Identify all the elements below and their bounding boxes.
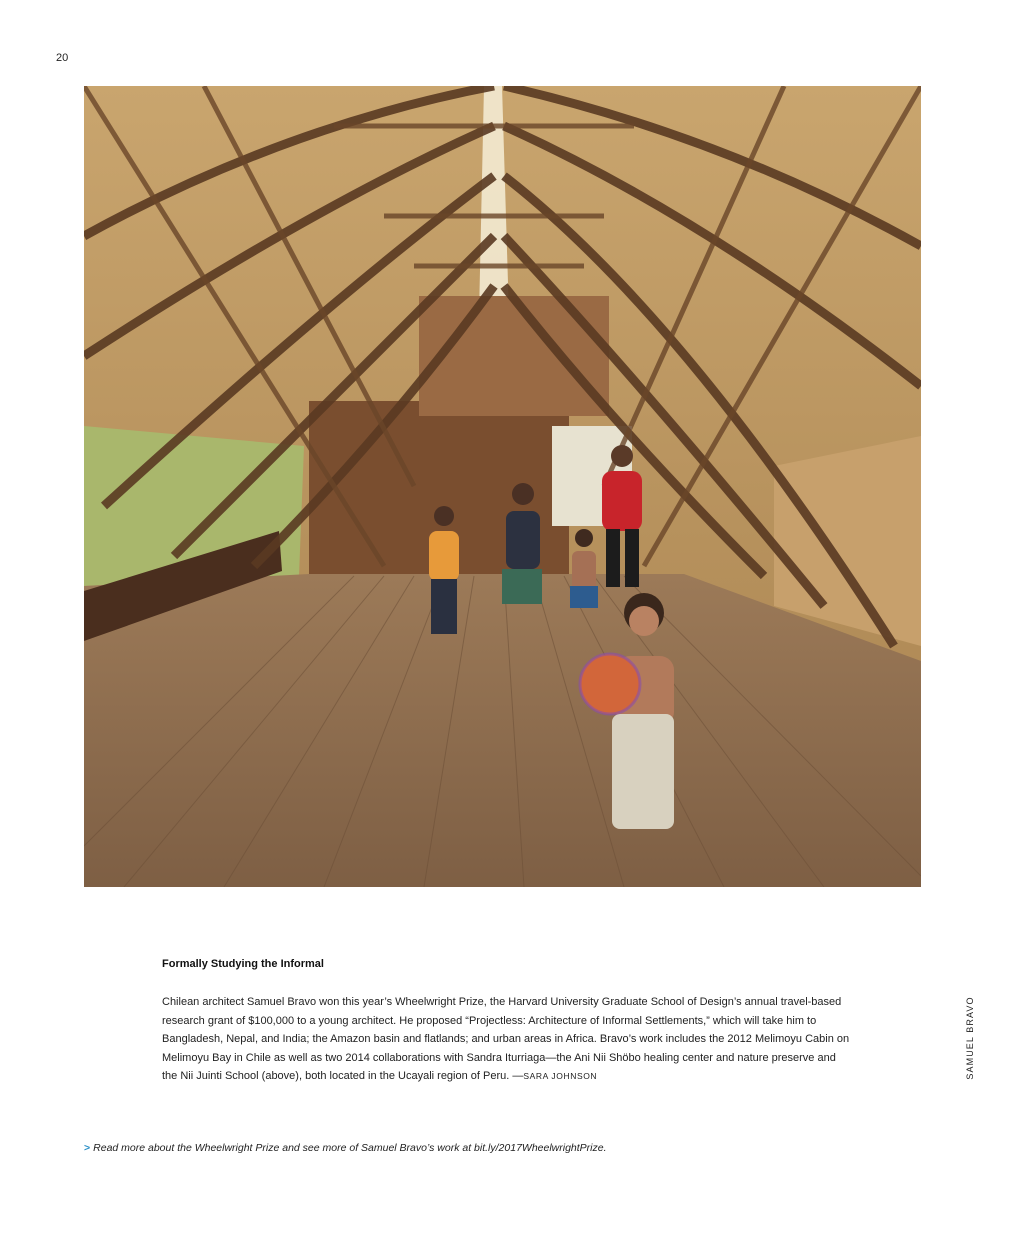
read-more-note [84, 1142, 607, 1154]
read-more-marker: > [84, 1142, 91, 1154]
article-byline: SARA JOHNSON [523, 1071, 598, 1081]
article-body-text: Chilean architect Samuel Bravo won this year’s Wheelwright Prize, the Harvard University Graduate School of Design’s annual travel-based research grant of $100,000 to a young architect. He proposed “Projectless: Architecture of Informal Settlements,” which will take him to Bangladesh, Nepal, and India; the Amazon basin and flatlands; and urban areas in Africa. Bravo’s work includes the 2012 Melimoyu Cabin on Melimoyu Bay in Chile as well as two 2014 collaborations with Sandra Iturriaga—the Ani Nii Shöbo healing center and nature preserve and the Nii Juinti School (above), both located in the Ucayali region of Peru. — [162, 996, 850, 1082]
article-photo [84, 86, 921, 887]
article-body [162, 993, 852, 1086]
article-heading: Formally Studying the Informal [162, 958, 324, 970]
read-more-text[interactable]: Read more about the Wheelwright Prize and see more of Samuel Bravo’s work at bit.ly/2017WheelwrightPrize. [93, 1142, 607, 1154]
photo-interior-school-icon [84, 86, 921, 887]
photo-credit: SAMUEL BRAVO [965, 996, 975, 1080]
page-number: 20 [56, 52, 69, 64]
